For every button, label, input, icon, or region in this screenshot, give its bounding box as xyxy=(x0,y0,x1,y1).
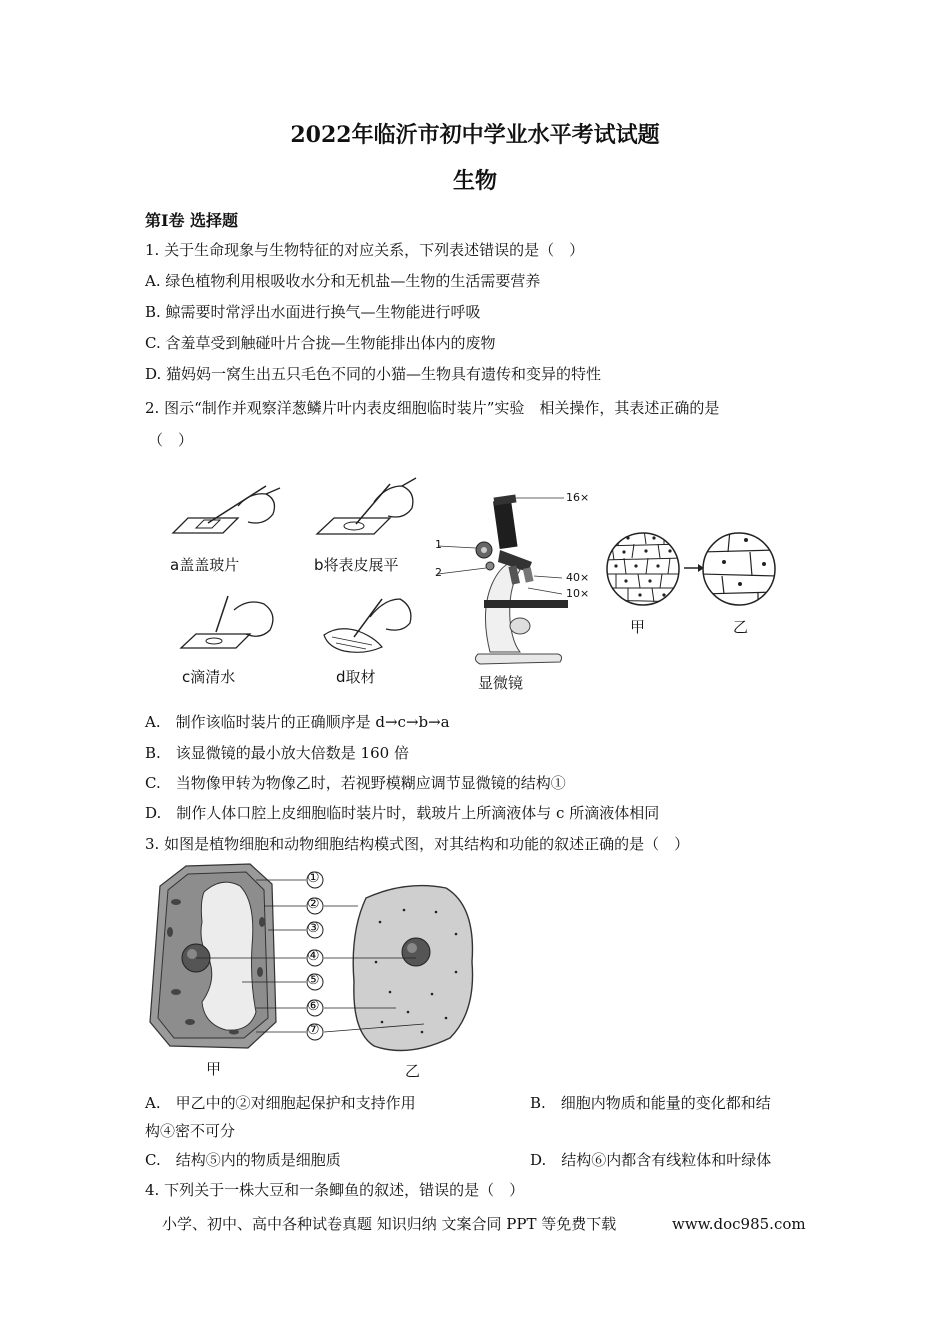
footer-text: 小学、初中、高中各种试卷真题 知识归纳 文案合同 PPT 等免费下载 xyxy=(162,1215,617,1233)
q3-option-c: C. 结构⑤内的物质是细胞质 xyxy=(145,1151,341,1169)
step-c-label: c滴清水 xyxy=(182,668,236,686)
cell-label-2: ② xyxy=(307,896,320,912)
section-heading: 第Ⅰ卷 选择题 xyxy=(145,211,239,230)
subject-title: 生物 xyxy=(452,168,497,194)
q3-option-b-line1: B. 细胞内物质和能量的变化都和结 xyxy=(530,1094,771,1112)
q4-stem: 4. 下列关于一株大豆和一条鲫鱼的叙述，错误的是（ ） xyxy=(145,1181,525,1199)
mag-40-label: 40× xyxy=(566,571,590,584)
q3-option-a: A. 甲乙中的②对细胞起保护和支持作用 xyxy=(145,1094,416,1112)
step-d-illustration xyxy=(318,585,428,665)
cell-label-1: ① xyxy=(307,870,320,886)
q1-option-a: A. 绿色植物利用根吸收水分和无机盐—生物的生活需要营养 xyxy=(145,272,541,290)
q3-option-d: D. 结构⑥内都含有线粒体和叶绿体 xyxy=(530,1151,772,1169)
q3-stem: 3. 如图是植物细胞和动物细胞结构模式图，对其结构和功能的叙述正确的是（ ） xyxy=(145,835,690,853)
step-a-illustration xyxy=(168,478,288,553)
view-jia-illustration xyxy=(604,530,682,608)
cell-label-6: ⑥ xyxy=(307,998,320,1014)
cell-yi-label: 乙 xyxy=(405,1062,421,1080)
q2-option-d: D. 制作人体口腔上皮细胞临时装片时，载玻片上所滴液体与 c 所滴液体相同 xyxy=(145,804,660,822)
cell-label-4: ④ xyxy=(307,948,320,964)
q2-stem-line2: （ ） xyxy=(148,431,194,449)
mag-eyepiece-label: 16× xyxy=(566,491,590,504)
q3-option-b-line2: 构④密不可分 xyxy=(145,1122,236,1140)
view-yi-label: 乙 xyxy=(733,618,749,636)
step-d-label: d取材 xyxy=(336,668,376,686)
q1-option-d: D. 猫妈妈一窝生出五只毛色不同的小猫—生物具有遗传和变异的特性 xyxy=(145,365,602,383)
q1-stem: 1. 关于生命现象与生物特征的对应关系，下列表述错误的是（ ） xyxy=(145,241,585,259)
step-c-illustration xyxy=(176,590,296,668)
step-b-illustration xyxy=(312,472,432,552)
step-a-label: a盖盖玻片 xyxy=(170,556,240,574)
mag-10-label: 10× xyxy=(566,587,590,600)
q2-stem-line1: 2. 图示“制作并观察洋葱鳞片叶内表皮细胞临时装片”实验 相关操作，其表述正确的是 xyxy=(145,399,720,417)
cell-label-7: ⑦ xyxy=(307,1022,320,1038)
part-1-label: 1 xyxy=(435,538,442,551)
cell-jia-label: 甲 xyxy=(206,1060,222,1078)
view-jia-label: 甲 xyxy=(630,618,646,636)
q2-option-b: B. 该显微镜的最小放大倍数是 160 倍 xyxy=(145,744,409,762)
microscope-label: 显微镜 xyxy=(478,674,524,692)
page-title: 2022年临沂市初中学业水平考试试题 xyxy=(290,122,660,148)
footer-url[interactable]: www.doc985.com xyxy=(672,1215,806,1233)
q2-option-a: A. 制作该临时装片的正确顺序是 d→c→b→a xyxy=(145,713,450,731)
view-yi-illustration xyxy=(700,530,778,608)
q1-option-b: B. 鲸需要时常浮出水面进行换气—生物能进行呼吸 xyxy=(145,303,481,321)
q1-option-c: C. 含羞草受到触碰叶片合拢—生物能排出体内的废物 xyxy=(145,334,496,352)
cell-label-5: ⑤ xyxy=(307,972,320,988)
cell-label-3: ③ xyxy=(307,920,320,936)
part-2-label: 2 xyxy=(435,566,442,579)
step-b-label: b将表皮展平 xyxy=(314,556,399,574)
q2-option-c: C. 当物像甲转为物像乙时，若视野模糊应调节显微镜的结构① xyxy=(145,774,566,792)
